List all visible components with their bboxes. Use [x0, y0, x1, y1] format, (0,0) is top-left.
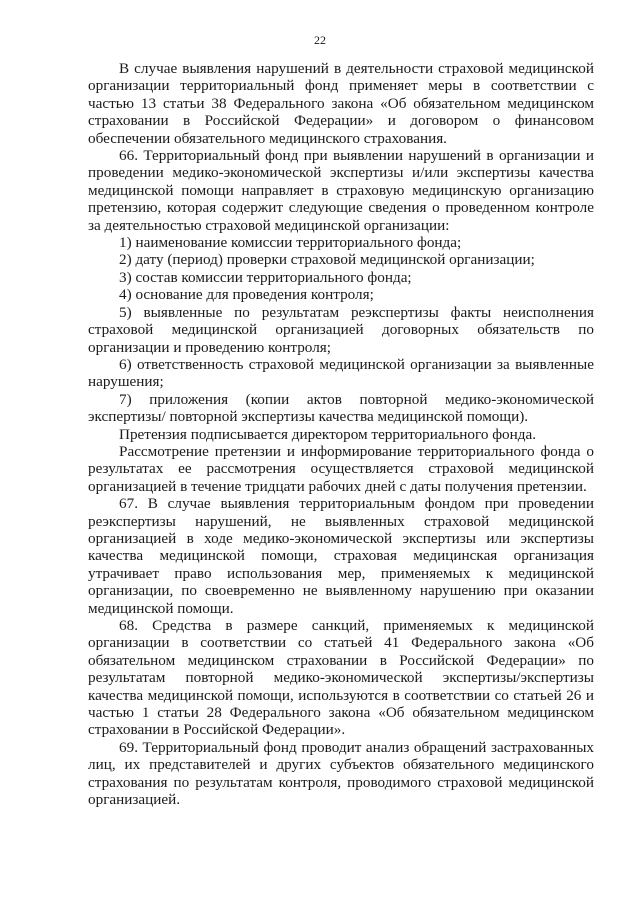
- paragraph: В случае выявления нарушений в деятельности страховой медицинской организации территориальный фонд применяет меры в соответствии с частью 13 статьи 38 Федерального закона «Об обязательном медицинском страховании в Российской Федерации» и договором о финансовом обеспечении обязательного медицинского страхования.: [88, 60, 594, 147]
- list-item: 3) состав комиссии территориального фонда;: [119, 268, 412, 286]
- paragraph: Рассмотрение претензии и информирование территориального фонда о результатах ее рассмотрения осуществляется страховой медицинской организацией в течение тридцати рабочих дней с даты получения претензии.: [88, 442, 594, 495]
- list-item: 7) приложения (копии актов повторной медико-экономической экспертизы/ повторной экспертизы качества медицинской помощи).: [88, 390, 594, 426]
- page-number: 22: [314, 33, 326, 47]
- paragraph: Претензия подписывается директором территориального фонда.: [119, 425, 537, 443]
- list-item: 5) выявленные по результатам реэкспертизы факты неисполнения страховой медицинской организацией договорных обязательств по организации и проведению контроля;: [88, 303, 594, 356]
- paragraph-67: 67. В случае выявления территориальным фондом при проведении реэкспертизы нарушений, не выявленных страховой медицинской организацией в ходе медико-экономической экспертизы или экспертизы качества медицинской помощи, страховая медицинская организация утрачивает право использования мер, применяемых к медицинской организации, по своевременно не выявленному нарушению при оказании медицинской помощи.: [88, 495, 594, 617]
- paragraph-66: 66. Территориальный фонд при выявлении нарушений в организации и проведении медико-экономической экспертизы и/или экспертизы качества медицинской помощи направляет в страховую медицинскую организацию претензию, которая содержит следующие сведения о проведенном контроле за деятельностью страховой медицинской организации:: [88, 147, 594, 234]
- list-item: 4) основание для проведения контроля;: [119, 286, 374, 304]
- list-item: 6) ответственность страховой медицинской организации за выявленные нарушения;: [88, 355, 594, 391]
- list-item: 1) наименование комиссии территориального фонда;: [119, 234, 462, 252]
- paragraph-68: 68. Средства в размере санкций, применяемых к медицинской организации в соответствии со статьей 41 Федерального закона «Об обязательном медицинском страховании в Российской Федерации» по результатам повторной медико-экономической экспертизы/экспертизы качества медицинской помощи, используются в соответствии со статьей 26 и частью 1 статьи 28 Федерального закона «Об обязательном медицинском страховании в Российской Федерации».: [88, 617, 594, 739]
- paragraph-69: 69. Территориальный фонд проводит анализ обращений застрахованных лиц, их представителей и других субъектов обязательного медицинского страхования по результатам контроля, проводимого страховой медицинской организацией.: [88, 738, 594, 809]
- document-body: [88, 60, 594, 808]
- list-item: 2) дату (период) проверки страховой медицинской организации;: [119, 251, 535, 269]
